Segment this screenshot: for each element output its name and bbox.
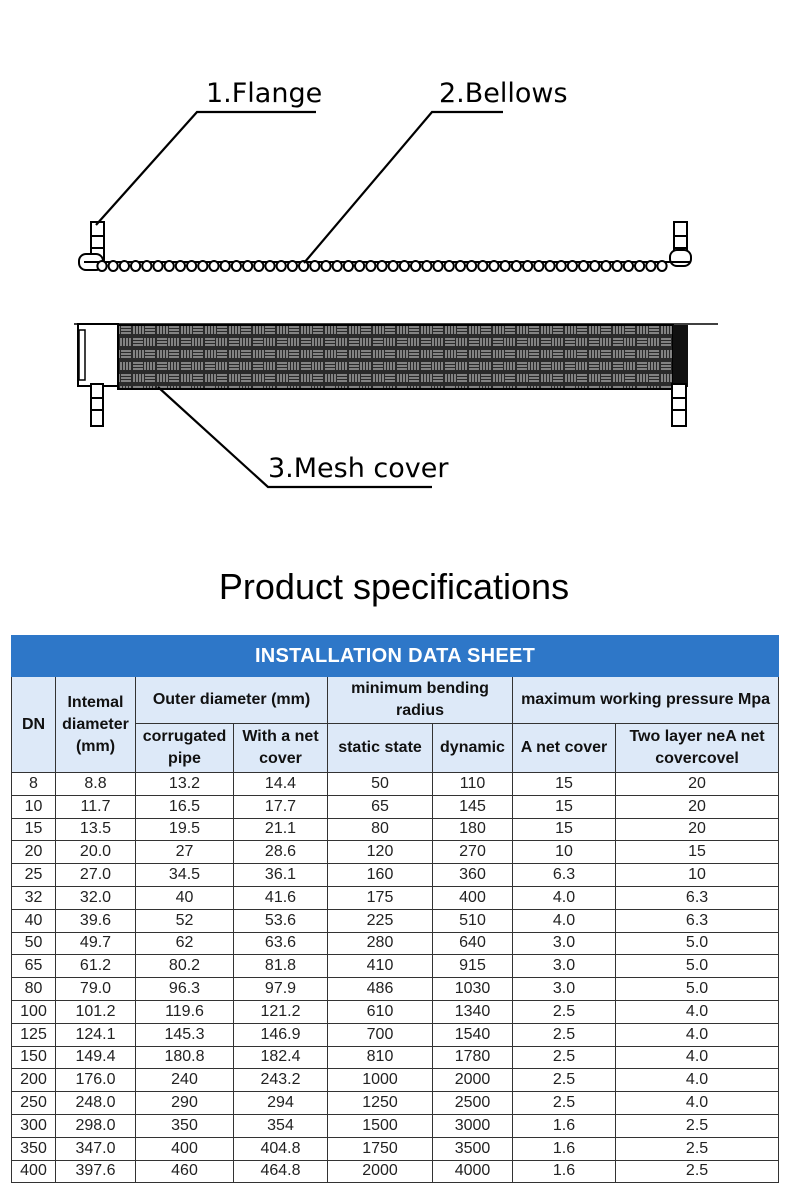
cell-dn: 65 [12, 955, 56, 978]
cell-pressure-two-layer: 2.5 [616, 1114, 779, 1137]
cell-pressure-net-cover: 3.0 [513, 978, 616, 1001]
cell-pressure-net-cover: 2.5 [513, 1023, 616, 1046]
cell-corrugated-pipe: 40 [136, 886, 234, 909]
header-two-layer-net-cover: Two layer neA net covercovel [616, 724, 779, 773]
cell-pressure-two-layer: 4.0 [616, 1023, 779, 1046]
cell-corrugated-pipe: 16.5 [136, 795, 234, 818]
cell-with-net-cover: 36.1 [234, 864, 328, 887]
cell-pressure-net-cover: 1.6 [513, 1114, 616, 1137]
table-row [12, 841, 779, 864]
cell-internal-diameter: 79.0 [56, 978, 136, 1001]
cell-static-radius: 225 [328, 909, 433, 932]
cell-dn: 200 [12, 1069, 56, 1092]
table-row [12, 886, 779, 909]
cell-with-net-cover: 464.8 [234, 1160, 328, 1183]
cell-dynamic-radius: 4000 [433, 1160, 513, 1183]
cell-internal-diameter: 397.6 [56, 1160, 136, 1183]
cell-with-net-cover: 41.6 [234, 886, 328, 909]
cell-dn: 100 [12, 1000, 56, 1023]
cell-static-radius: 65 [328, 795, 433, 818]
cell-pressure-net-cover: 2.5 [513, 1069, 616, 1092]
cell-static-radius: 1250 [328, 1092, 433, 1115]
cell-with-net-cover: 121.2 [234, 1000, 328, 1023]
table-row [12, 864, 779, 887]
cell-with-net-cover: 404.8 [234, 1137, 328, 1160]
cell-pressure-two-layer: 6.3 [616, 909, 779, 932]
cell-static-radius: 1500 [328, 1114, 433, 1137]
cell-pressure-net-cover: 15 [513, 818, 616, 841]
cell-dynamic-radius: 915 [433, 955, 513, 978]
cell-pressure-net-cover: 6.3 [513, 864, 616, 887]
cell-pressure-two-layer: 4.0 [616, 1092, 779, 1115]
cell-corrugated-pipe: 350 [136, 1114, 234, 1137]
table-row [12, 932, 779, 955]
cell-dn: 8 [12, 773, 56, 796]
cell-pressure-net-cover: 1.6 [513, 1137, 616, 1160]
cell-pressure-two-layer: 2.5 [616, 1160, 779, 1183]
cell-dynamic-radius: 1030 [433, 978, 513, 1001]
table-row [12, 955, 779, 978]
cell-static-radius: 700 [328, 1023, 433, 1046]
cell-corrugated-pipe: 460 [136, 1160, 234, 1183]
cell-pressure-two-layer: 5.0 [616, 978, 779, 1001]
header-static-state: static state [328, 724, 433, 773]
cell-pressure-net-cover: 4.0 [513, 909, 616, 932]
cell-dynamic-radius: 510 [433, 909, 513, 932]
cell-dynamic-radius: 2000 [433, 1069, 513, 1092]
cell-static-radius: 175 [328, 886, 433, 909]
cell-with-net-cover: 28.6 [234, 841, 328, 864]
cell-with-net-cover: 146.9 [234, 1023, 328, 1046]
table-row [12, 1137, 779, 1160]
cell-corrugated-pipe: 290 [136, 1092, 234, 1115]
cell-corrugated-pipe: 13.2 [136, 773, 234, 796]
cell-with-net-cover: 53.6 [234, 909, 328, 932]
cell-pressure-two-layer: 5.0 [616, 955, 779, 978]
cell-dynamic-radius: 270 [433, 841, 513, 864]
cell-dn: 250 [12, 1092, 56, 1115]
cell-static-radius: 1750 [328, 1137, 433, 1160]
cell-pressure-two-layer: 4.0 [616, 1069, 779, 1092]
cell-dn: 25 [12, 864, 56, 887]
cell-internal-diameter: 8.8 [56, 773, 136, 796]
cell-with-net-cover: 182.4 [234, 1046, 328, 1069]
cell-static-radius: 1000 [328, 1069, 433, 1092]
cell-static-radius: 486 [328, 978, 433, 1001]
bellows-label: 2.Bellows [439, 78, 568, 109]
table-row [12, 1000, 779, 1023]
header-corrugated-pipe: corrugated pipe [136, 724, 234, 773]
mesh-cover-label: 3.Mesh cover [268, 453, 449, 484]
cell-pressure-two-layer: 15 [616, 841, 779, 864]
cell-internal-diameter: 176.0 [56, 1069, 136, 1092]
cell-pressure-two-layer: 20 [616, 773, 779, 796]
header-with-net-cover: With a net cover [234, 724, 328, 773]
flange-label: 1.Flange [206, 78, 323, 109]
cell-corrugated-pipe: 62 [136, 932, 234, 955]
cell-dn: 150 [12, 1046, 56, 1069]
cell-internal-diameter: 20.0 [56, 841, 136, 864]
cell-pressure-two-layer: 4.0 [616, 1000, 779, 1023]
cell-corrugated-pipe: 34.5 [136, 864, 234, 887]
cell-dynamic-radius: 1780 [433, 1046, 513, 1069]
cell-pressure-net-cover: 15 [513, 795, 616, 818]
table-row [12, 795, 779, 818]
table-row [12, 1092, 779, 1115]
cell-dynamic-radius: 360 [433, 864, 513, 887]
cell-internal-diameter: 49.7 [56, 932, 136, 955]
cell-static-radius: 2000 [328, 1160, 433, 1183]
cell-pressure-net-cover: 3.0 [513, 955, 616, 978]
cell-static-radius: 810 [328, 1046, 433, 1069]
header-dn: DN [12, 677, 56, 773]
cell-static-radius: 610 [328, 1000, 433, 1023]
cell-pressure-two-layer: 2.5 [616, 1137, 779, 1160]
cell-corrugated-pipe: 27 [136, 841, 234, 864]
cell-pressure-net-cover: 2.5 [513, 1000, 616, 1023]
header-internal-diameter: Intemal diameter (mm) [56, 677, 136, 773]
cell-with-net-cover: 97.9 [234, 978, 328, 1001]
table-row [12, 1046, 779, 1069]
leader-lines [96, 112, 503, 487]
cell-internal-diameter: 248.0 [56, 1092, 136, 1115]
cell-dynamic-radius: 2500 [433, 1092, 513, 1115]
cell-dynamic-radius: 1540 [433, 1023, 513, 1046]
cell-internal-diameter: 298.0 [56, 1114, 136, 1137]
cell-corrugated-pipe: 96.3 [136, 978, 234, 1001]
cell-corrugated-pipe: 145.3 [136, 1023, 234, 1046]
cell-internal-diameter: 124.1 [56, 1023, 136, 1046]
cell-pressure-net-cover: 2.5 [513, 1092, 616, 1115]
cell-static-radius: 160 [328, 864, 433, 887]
cell-pressure-two-layer: 6.3 [616, 886, 779, 909]
cell-dn: 400 [12, 1160, 56, 1183]
cell-pressure-net-cover: 2.5 [513, 1046, 616, 1069]
section-title: Product specifications [218, 566, 570, 607]
cell-pressure-two-layer: 5.0 [616, 932, 779, 955]
cell-dynamic-radius: 400 [433, 886, 513, 909]
cell-corrugated-pipe: 400 [136, 1137, 234, 1160]
cell-static-radius: 410 [328, 955, 433, 978]
cell-with-net-cover: 63.6 [234, 932, 328, 955]
cell-internal-diameter: 13.5 [56, 818, 136, 841]
cell-with-net-cover: 81.8 [234, 955, 328, 978]
header-outer-diameter: Outer diameter (mm) [136, 677, 328, 724]
cell-pressure-two-layer: 20 [616, 818, 779, 841]
cell-with-net-cover: 243.2 [234, 1069, 328, 1092]
cell-static-radius: 80 [328, 818, 433, 841]
cell-dn: 40 [12, 909, 56, 932]
table-row [12, 1069, 779, 1092]
cell-dynamic-radius: 640 [433, 932, 513, 955]
cell-static-radius: 120 [328, 841, 433, 864]
header-max-working-pressure: maximum working pressure Mpa [513, 677, 779, 724]
cell-with-net-cover: 21.1 [234, 818, 328, 841]
cell-dn: 350 [12, 1137, 56, 1160]
cell-with-net-cover: 294 [234, 1092, 328, 1115]
cell-pressure-net-cover: 4.0 [513, 886, 616, 909]
cell-with-net-cover: 14.4 [234, 773, 328, 796]
cell-static-radius: 280 [328, 932, 433, 955]
cell-static-radius: 50 [328, 773, 433, 796]
sheet-banner: INSTALLATION DATA SHEET [12, 636, 779, 677]
cell-dn: 15 [12, 818, 56, 841]
table-row [12, 773, 779, 796]
cell-dn: 32 [12, 886, 56, 909]
table-row [12, 818, 779, 841]
cell-internal-diameter: 347.0 [56, 1137, 136, 1160]
cell-corrugated-pipe: 240 [136, 1069, 234, 1092]
cell-dynamic-radius: 3000 [433, 1114, 513, 1137]
cell-dynamic-radius: 145 [433, 795, 513, 818]
cell-corrugated-pipe: 19.5 [136, 818, 234, 841]
cell-internal-diameter: 61.2 [56, 955, 136, 978]
table-row [12, 1023, 779, 1046]
cell-pressure-net-cover: 15 [513, 773, 616, 796]
cell-dn: 10 [12, 795, 56, 818]
flange-right [670, 222, 691, 266]
cell-dn: 300 [12, 1114, 56, 1137]
cell-dynamic-radius: 3500 [433, 1137, 513, 1160]
header-dynamic: dynamic [433, 724, 513, 773]
cell-corrugated-pipe: 80.2 [136, 955, 234, 978]
cell-pressure-two-layer: 20 [616, 795, 779, 818]
cell-pressure-two-layer: 4.0 [616, 1046, 779, 1069]
cell-dynamic-radius: 180 [433, 818, 513, 841]
cell-corrugated-pipe: 52 [136, 909, 234, 932]
cell-pressure-net-cover: 1.6 [513, 1160, 616, 1183]
installation-data-sheet [11, 635, 779, 1183]
header-min-bending-radius: minimum bending radius [328, 677, 513, 724]
cell-internal-diameter: 32.0 [56, 886, 136, 909]
cell-pressure-two-layer: 10 [616, 864, 779, 887]
cell-dynamic-radius: 110 [433, 773, 513, 796]
cell-pressure-net-cover: 10 [513, 841, 616, 864]
cell-corrugated-pipe: 119.6 [136, 1000, 234, 1023]
sheet-body [12, 773, 779, 1183]
table-row [12, 909, 779, 932]
bellows [84, 261, 690, 271]
cell-internal-diameter: 149.4 [56, 1046, 136, 1069]
cell-dn: 125 [12, 1023, 56, 1046]
cell-dn: 50 [12, 932, 56, 955]
cell-dn: 20 [12, 841, 56, 864]
table-row [12, 1114, 779, 1137]
cell-internal-diameter: 101.2 [56, 1000, 136, 1023]
cell-internal-diameter: 11.7 [56, 795, 136, 818]
cell-corrugated-pipe: 180.8 [136, 1046, 234, 1069]
cell-pressure-net-cover: 3.0 [513, 932, 616, 955]
table-row [12, 978, 779, 1001]
cell-internal-diameter: 27.0 [56, 864, 136, 887]
cell-dn: 80 [12, 978, 56, 1001]
hose-diagram [0, 0, 788, 540]
mesh-cover [74, 324, 718, 426]
cell-internal-diameter: 39.6 [56, 909, 136, 932]
header-a-net-cover: A net cover [513, 724, 616, 773]
cell-dynamic-radius: 1340 [433, 1000, 513, 1023]
cell-with-net-cover: 17.7 [234, 795, 328, 818]
cell-with-net-cover: 354 [234, 1114, 328, 1137]
table-row [12, 1160, 779, 1183]
